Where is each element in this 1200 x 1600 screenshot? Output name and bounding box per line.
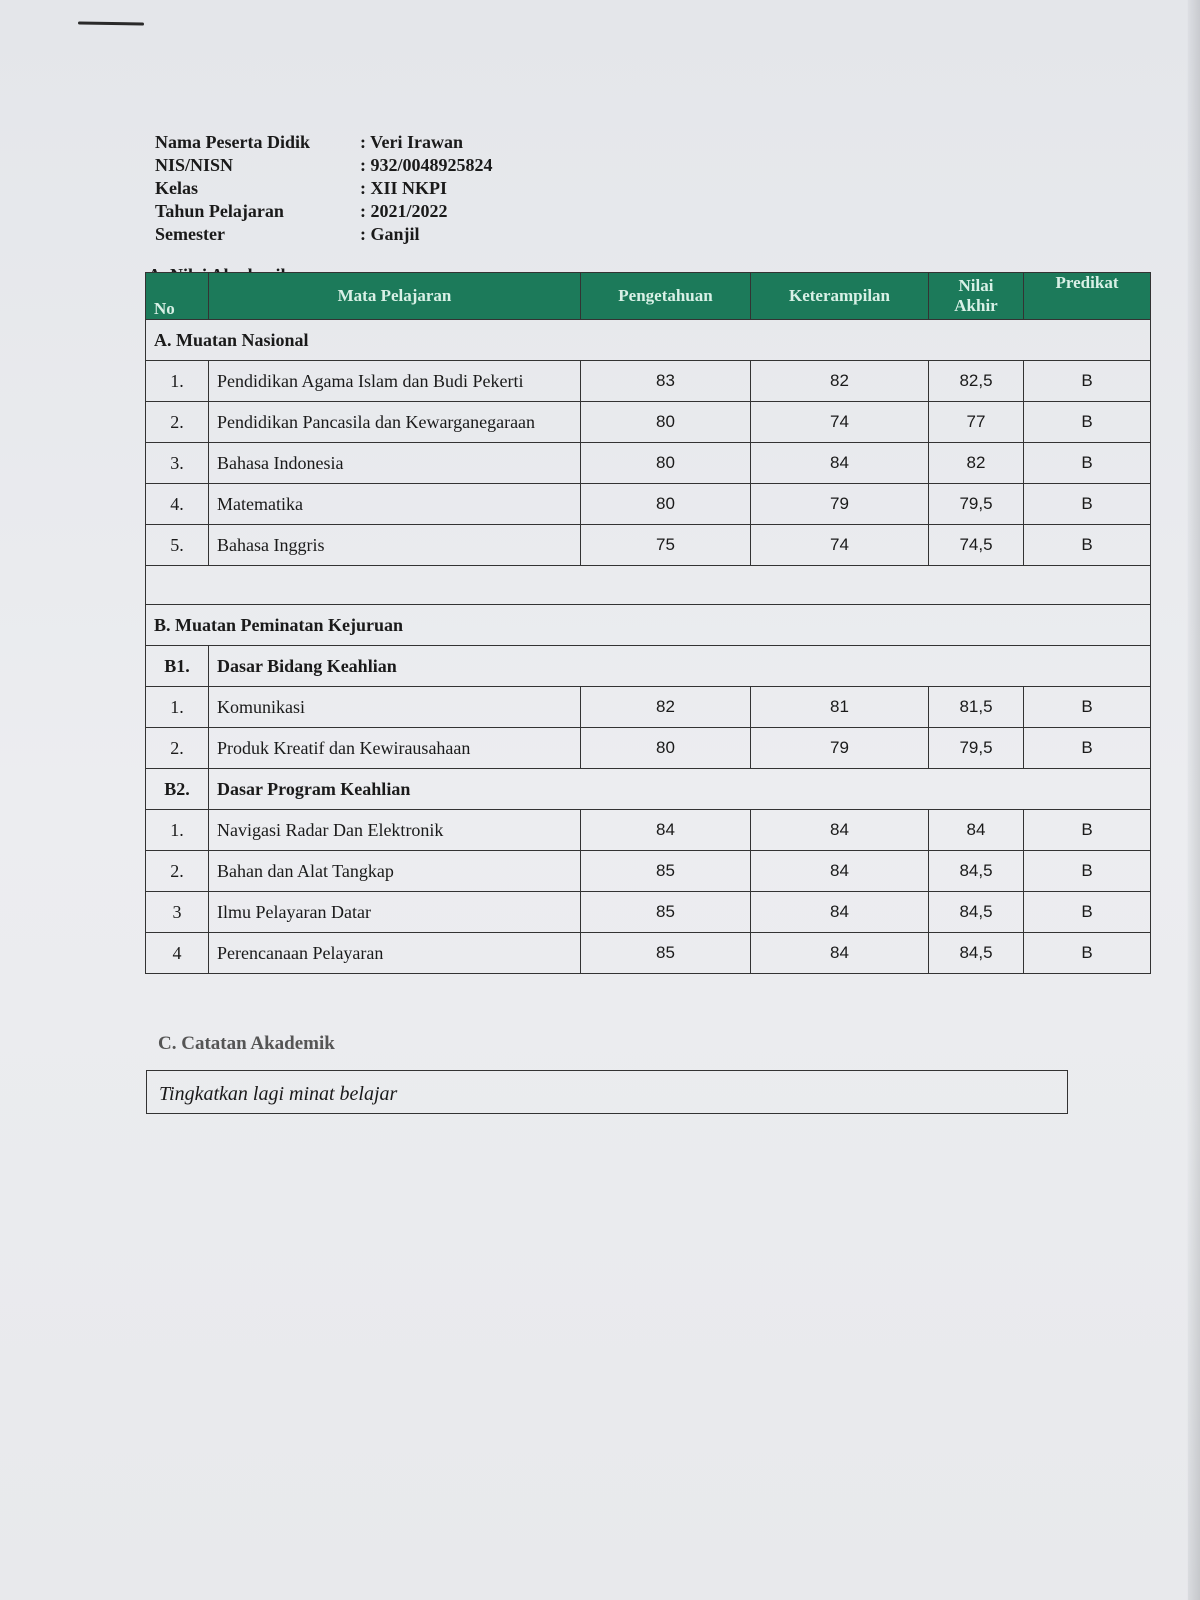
table-row (146, 402, 1151, 443)
table-row (146, 361, 1151, 402)
cell-knowledge: 80 (581, 728, 751, 769)
info-value: : 2021/2022 (360, 201, 448, 221)
cell-final: 84,5 (929, 851, 1024, 892)
cell-skill: 74 (751, 525, 929, 566)
cell-predicate: B (1024, 687, 1151, 728)
cell-predicate: B (1024, 933, 1151, 974)
cell-final: 82 (929, 443, 1024, 484)
cell-subject: Bahasa Indonesia (209, 443, 581, 484)
cell-subject: Pendidikan Agama Islam dan Budi Pekerti (209, 361, 581, 402)
cell-predicate: B (1024, 728, 1151, 769)
cell-predicate: B (1024, 892, 1151, 933)
cell-final: 84,5 (929, 892, 1024, 933)
cell-subject: Matematika (209, 484, 581, 525)
cell-skill: 74 (751, 402, 929, 443)
subsection-title: Dasar Program Keahlian (209, 769, 1151, 810)
cell-knowledge: 85 (581, 851, 751, 892)
header-final: Nilai Akhir (929, 273, 1024, 320)
grades-table (145, 272, 1151, 974)
cell-final: 79,5 (929, 484, 1024, 525)
cell-no: 4. (146, 484, 209, 525)
cell-predicate: B (1024, 402, 1151, 443)
info-row-year (155, 200, 493, 223)
cell-final: 82,5 (929, 361, 1024, 402)
cell-final: 77 (929, 402, 1024, 443)
info-label: Semester (155, 224, 225, 244)
cell-skill: 84 (751, 851, 929, 892)
cell-subject: Navigasi Radar Dan Elektronik (209, 810, 581, 851)
cell-final: 84 (929, 810, 1024, 851)
cell-knowledge: 80 (581, 443, 751, 484)
header-no: No (146, 273, 209, 320)
cell-predicate: B (1024, 851, 1151, 892)
cell-skill: 79 (751, 728, 929, 769)
cell-knowledge: 83 (581, 361, 751, 402)
cell-skill: 84 (751, 892, 929, 933)
blank-row (146, 566, 1151, 605)
cell-final: 74,5 (929, 525, 1024, 566)
cell-subject: Ilmu Pelayaran Datar (209, 892, 581, 933)
subsection-code: B1. (146, 646, 209, 687)
subsection-title: Dasar Bidang Keahlian (209, 646, 1151, 687)
cell-knowledge: 84 (581, 810, 751, 851)
cell-predicate: B (1024, 484, 1151, 525)
cell-skill: 79 (751, 484, 929, 525)
table-row (146, 728, 1151, 769)
cell-predicate: B (1024, 443, 1151, 484)
header-subject: Mata Pelajaran (209, 273, 581, 320)
info-value: : Ganjil (360, 224, 420, 244)
table-row (146, 851, 1151, 892)
header-predicate: Predikat (1024, 273, 1151, 320)
info-row-name (155, 131, 493, 154)
section-title-nasional: A. Muatan Nasional (146, 320, 1151, 361)
section-row (146, 320, 1151, 361)
cell-no: 2. (146, 728, 209, 769)
cell-predicate: B (1024, 361, 1151, 402)
table-row (146, 443, 1151, 484)
info-label: NIS/NISN (155, 155, 234, 175)
table-row (146, 810, 1151, 851)
section-title-peminatan: B. Muatan Peminatan Kejuruan (146, 605, 1151, 646)
cell-knowledge: 85 (581, 892, 751, 933)
cell-predicate: B (1024, 525, 1151, 566)
info-value: : Veri Irawan (360, 132, 463, 152)
cell-no: 4 (146, 933, 209, 974)
catatan-box: Tingkatkan lagi minat belajar (146, 1070, 1068, 1114)
cell-knowledge: 80 (581, 484, 751, 525)
cell-no: 2. (146, 402, 209, 443)
student-info (155, 131, 493, 246)
info-value: : 932/0048925824 (360, 155, 493, 175)
cell-skill: 81 (751, 687, 929, 728)
info-label: Tahun Pelajaran (155, 201, 284, 221)
cell-subject: Produk Kreatif dan Kewirausahaan (209, 728, 581, 769)
cell-skill: 84 (751, 810, 929, 851)
header-skill: Keterampilan (751, 273, 929, 320)
cell-no: 1. (146, 810, 209, 851)
info-row-class (155, 177, 493, 200)
cell-subject: Bahasa Inggris (209, 525, 581, 566)
info-label: Nama Peserta Didik (155, 132, 310, 152)
subsection-row (146, 646, 1151, 687)
cell-no: 3 (146, 892, 209, 933)
cell-skill: 84 (751, 933, 929, 974)
blank-cell (146, 566, 1151, 605)
section-row (146, 605, 1151, 646)
table-row (146, 687, 1151, 728)
cell-skill: 82 (751, 361, 929, 402)
table-row (146, 525, 1151, 566)
cell-knowledge: 85 (581, 933, 751, 974)
info-label: Kelas (155, 178, 198, 198)
cell-no: 5. (146, 525, 209, 566)
cell-final: 81,5 (929, 687, 1024, 728)
cell-subject: Pendidikan Pancasila dan Kewarganegaraan (209, 402, 581, 443)
subsection-row (146, 769, 1151, 810)
table-row (146, 484, 1151, 525)
cell-subject: Perencanaan Pelayaran (209, 933, 581, 974)
cell-predicate: B (1024, 810, 1151, 851)
info-row-nis (155, 154, 493, 177)
cell-knowledge: 80 (581, 402, 751, 443)
cell-no: 1. (146, 361, 209, 402)
cell-final: 79,5 (929, 728, 1024, 769)
page-edge-shadow (1186, 0, 1200, 1600)
cell-no: 3. (146, 443, 209, 484)
cell-no: 2. (146, 851, 209, 892)
table-row (146, 933, 1151, 974)
cell-knowledge: 82 (581, 687, 751, 728)
table-header-row (146, 273, 1151, 320)
table-row (146, 892, 1151, 933)
cell-final: 84,5 (929, 933, 1024, 974)
cell-skill: 84 (751, 443, 929, 484)
cell-knowledge: 75 (581, 525, 751, 566)
catatan-title: C. Catatan Akademik (158, 1033, 335, 1054)
cell-no: 1. (146, 687, 209, 728)
cell-subject: Komunikasi (209, 687, 581, 728)
subsection-code: B2. (146, 769, 209, 810)
info-value: : XII NKPI (360, 178, 448, 198)
header-knowledge: Pengetahuan (581, 273, 751, 320)
cell-subject: Bahan dan Alat Tangkap (209, 851, 581, 892)
info-row-semester (155, 223, 493, 246)
